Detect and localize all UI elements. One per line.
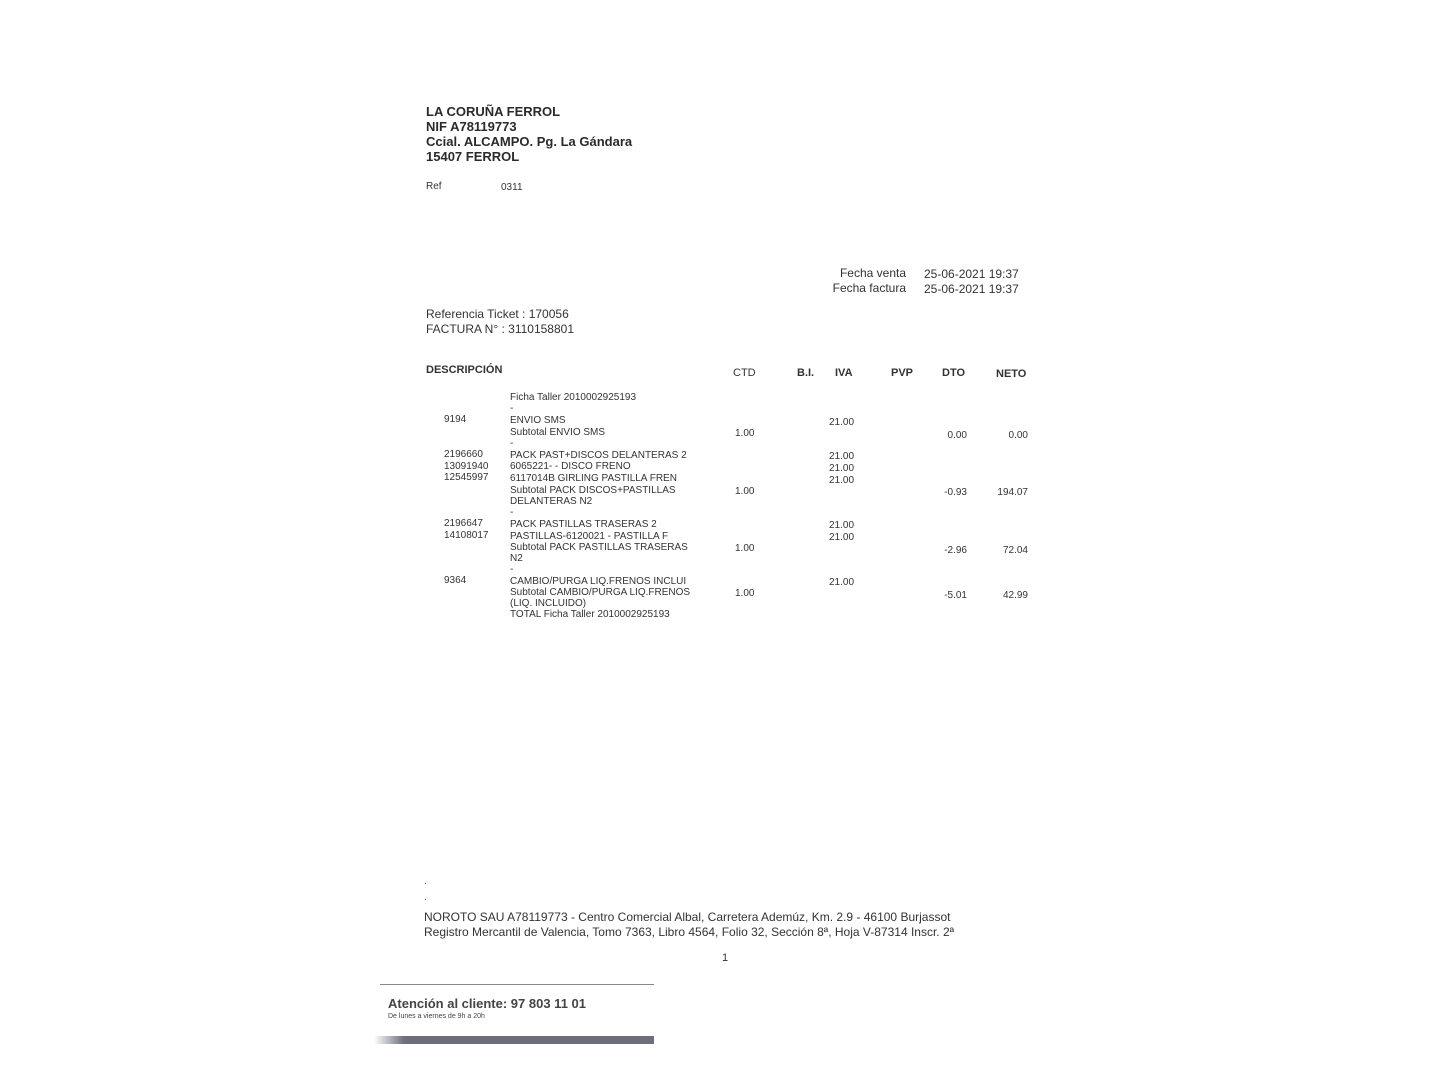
subtotal-line: Subtotal PACK DISCOS+PASTILLAS: [510, 485, 676, 496]
footer-dot: .: [424, 892, 427, 903]
item-desc: PACK PASTILLAS TRASERAS 2: [510, 519, 657, 530]
ficha-total: TOTAL Ficha Taller 2010002925193: [510, 609, 670, 620]
store-address: Ccial. ALCAMPO. Pg. La Gándara: [426, 134, 633, 149]
sale-date-value: 25-06-2021 19:37: [924, 267, 1019, 281]
subtotal-ctd: 1.00: [735, 428, 755, 439]
subtotal-line: Subtotal PACK PASTILLAS TRASERAS: [510, 542, 688, 553]
store-name: LA CORUÑA FERROL: [426, 104, 561, 119]
footer-dot: .: [424, 876, 427, 887]
subtotal-ctd: 1.00: [735, 486, 755, 497]
header-ctd: CTD: [733, 367, 756, 379]
item-desc: 6065221- - DISCO FRENO: [510, 461, 631, 472]
subtotal-line: (LIQ. INCLUIDO): [510, 598, 587, 609]
page-number: 1: [722, 952, 729, 964]
invoice-number: FACTURA N° : 3110158801: [426, 322, 574, 336]
separator: -: [510, 507, 514, 518]
header-dto: DTO: [942, 367, 966, 379]
item-desc: ENVIO SMS: [510, 415, 566, 426]
subtotal-line: N2: [510, 553, 523, 564]
header-bi: B.I.: [797, 367, 815, 379]
subtotal-dto: 0.00: [947, 430, 967, 441]
item-iva: 21.00: [829, 577, 855, 588]
attention-bar: [374, 1036, 654, 1044]
item-iva: 21.00: [829, 475, 855, 486]
subtotal-dto: -5.01: [944, 590, 967, 601]
item-desc: CAMBIO/PURGA LIQ.FRENOS INCLUI: [510, 576, 687, 587]
subtotal-ctd: 1.00: [735, 543, 755, 554]
invoice-date-value: 25-06-2021 19:37: [924, 282, 1019, 296]
subtotal-line: Subtotal CAMBIO/PURGA LIQ.FRENOS: [510, 587, 691, 598]
store-city: 15407 FERROL: [426, 149, 520, 164]
separator: -: [510, 403, 514, 414]
subtotal-line: Subtotal ENVIO SMS: [510, 427, 606, 438]
ref-value: 0311: [501, 182, 523, 193]
ticket-reference: Referencia Ticket : 170056: [426, 307, 569, 321]
item-code: 12545997: [444, 472, 489, 483]
separator: -: [510, 438, 514, 449]
invoice-date-label: Fecha factura: [832, 281, 906, 295]
item-desc: 6117014B GIRLING PASTILLA FREN: [510, 473, 677, 484]
dates-labels: [760, 266, 906, 296]
attention-divider: [380, 984, 654, 985]
ref-label: Ref: [426, 181, 442, 192]
item-iva: 21.00: [829, 417, 855, 428]
header-neto: NETO: [996, 368, 1027, 380]
item-desc: PACK PAST+DISCOS DELANTERAS 2: [510, 450, 687, 461]
footer-legal: [424, 910, 954, 940]
attention-bar-fade: [374, 1036, 404, 1044]
item-iva: 21.00: [829, 532, 855, 543]
subtotal-neto: 72.04: [1002, 545, 1028, 556]
subtotal-dto: -0.93: [944, 487, 967, 498]
subtotal-neto: 42.99: [1002, 590, 1028, 601]
dates-values: [924, 267, 1019, 297]
header-iva: IVA: [835, 367, 853, 379]
item-desc: PASTILLAS-6120021 - PASTILLA F: [510, 531, 669, 542]
store-header: [426, 104, 632, 164]
subtotal-neto: 0.00: [1008, 430, 1028, 441]
subtotal-ctd: 1.00: [735, 588, 755, 599]
item-code: 2196660: [444, 449, 483, 460]
footer-line-1: NOROTO SAU A78119773 - Centro Comercial Albal, Carretera Ademúz, Km. 2.9 - 46100 Burjassot: [424, 910, 951, 924]
item-code: 13091940: [444, 461, 489, 472]
subtotal-line: DELANTERAS N2: [510, 496, 593, 507]
subtotal-dto: -2.96: [944, 545, 967, 556]
header-pvp: PVP: [891, 367, 914, 379]
attention-phone: Atención al cliente: 97 803 11 01: [388, 996, 586, 1011]
item-code: 9194: [444, 414, 467, 425]
ficha-title: Ficha Taller 2010002925193: [510, 392, 637, 403]
store-nif: NIF A78119773: [426, 119, 517, 134]
header-descripcion: DESCRIPCIÓN: [426, 364, 503, 376]
separator: -: [510, 564, 514, 575]
attention-hours: De lunes a viernes de 9h a 20h: [388, 1013, 485, 1020]
item-iva: 21.00: [829, 451, 855, 462]
item-code: 9364: [444, 575, 467, 586]
item-code: 2196647: [444, 518, 483, 529]
footer-line-2: Registro Mercantil de Valencia, Tomo 7363, Libro 4564, Folio 32, Sección 8ª, Hoja V-87314 Inscr. 2ª: [424, 925, 955, 939]
ticket-info: [426, 307, 574, 337]
subtotal-neto: 194.07: [997, 487, 1028, 498]
item-iva: 21.00: [829, 520, 855, 531]
sale-date-label: Fecha venta: [839, 266, 906, 280]
item-code: 14108017: [444, 530, 489, 541]
item-iva: 21.00: [829, 463, 855, 474]
